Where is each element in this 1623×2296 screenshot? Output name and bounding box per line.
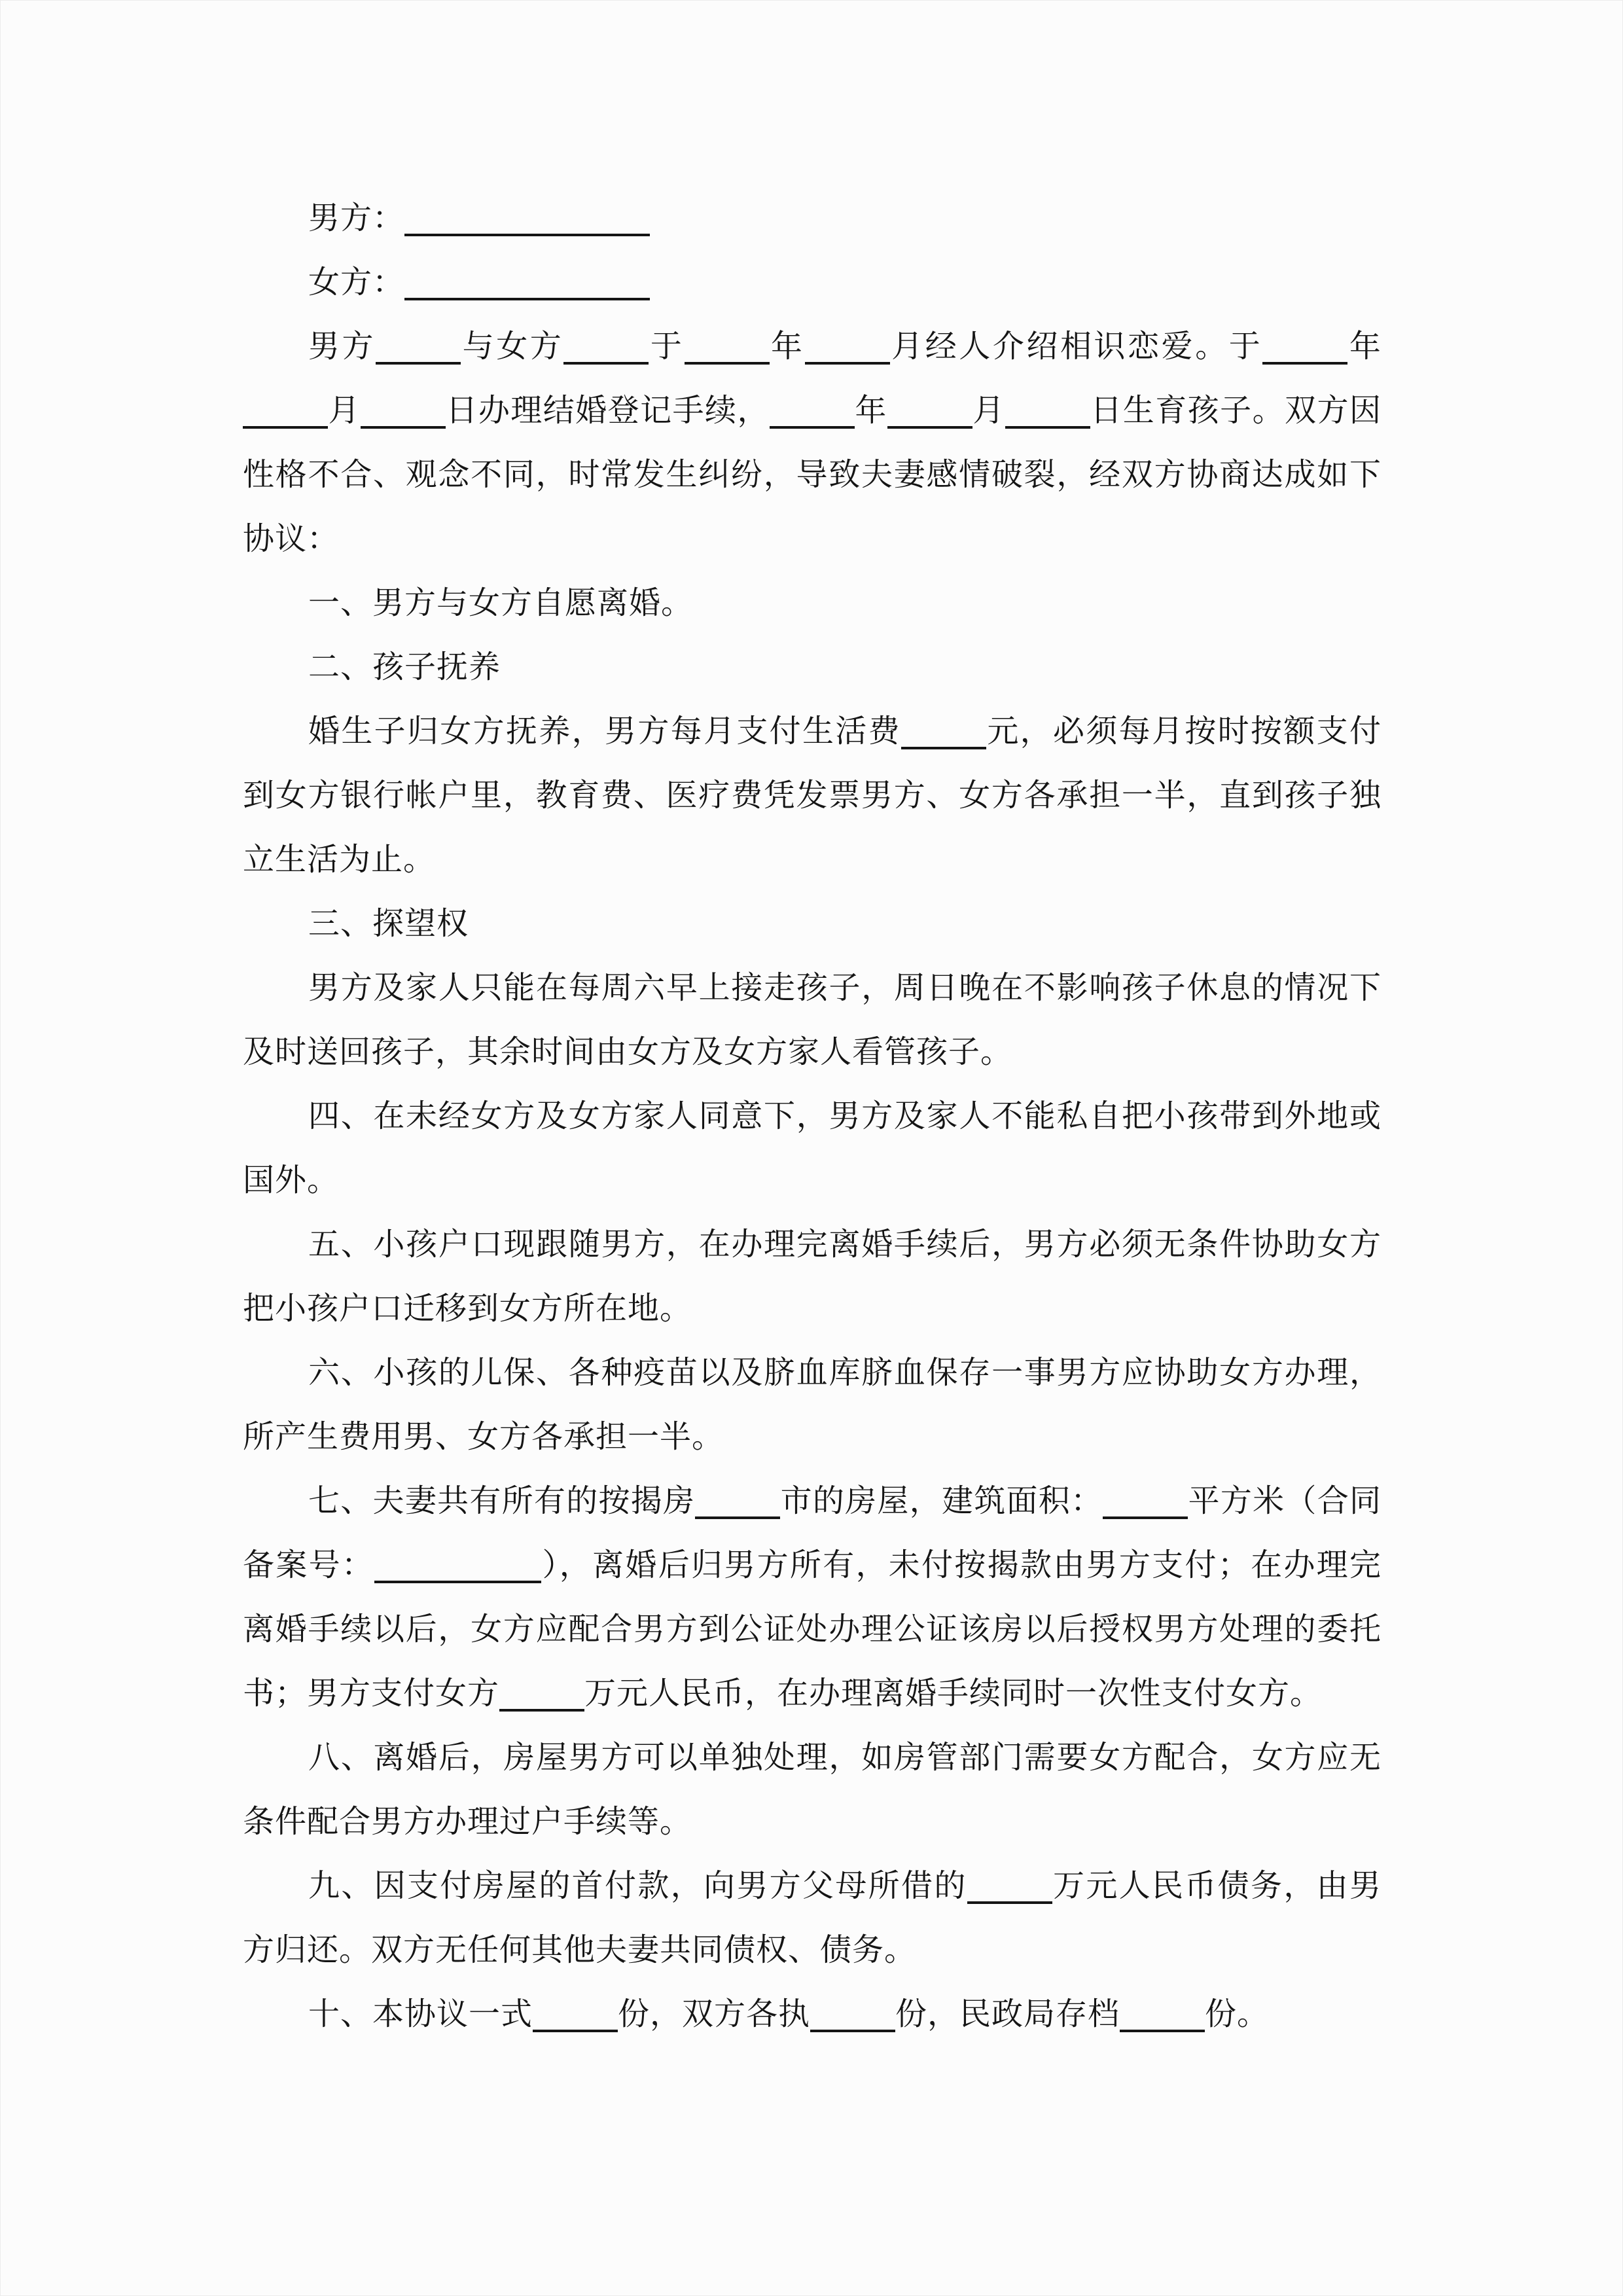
text-line <box>243 443 1382 507</box>
blank-underline-field <box>374 1580 541 1583</box>
text-run: 国外。 <box>243 1163 340 1198</box>
text-run: 万元人民币债务，由男 <box>1052 1869 1382 1903</box>
text-run: 离婚手续以后，女方应配合男方到公证处办理公证该房以后授权男方处理的委托 <box>243 1612 1382 1647</box>
blank-underline-field <box>887 425 972 429</box>
text-line <box>243 1726 1382 1790</box>
blank-underline-field <box>1103 1516 1188 1519</box>
text-line <box>243 1662 1382 1726</box>
text-run: 与女方 <box>461 329 564 364</box>
text-run: 性格不合、观念不同，时常发生纠纷，导致夫妻感情破裂，经双方协商达成如下 <box>243 457 1382 492</box>
text-run: 所产生费用男、女方各承担一半。 <box>243 1420 724 1454</box>
text-run: 月经人介绍相识恋爱。于 <box>889 329 1263 364</box>
text-run: 十、本协议一式 <box>308 1997 533 2032</box>
text-line <box>243 1534 1382 1598</box>
text-line <box>243 636 1382 700</box>
text-run: 六、小孩的儿保、各种疫苗以及脐血库脐血保存一事男方应协助女方办理， <box>308 1355 1382 1390</box>
text-line <box>243 700 1382 764</box>
blank-underline-field <box>1120 2029 1205 2032</box>
text-line <box>243 1341 1382 1405</box>
blank-underline-field <box>901 746 986 749</box>
text-line <box>243 507 1382 571</box>
text-run: 八、离婚后，房屋男方可以单独处理，如房管部门需要女方配合，女方应无 <box>308 1740 1382 1775</box>
text-line <box>243 1598 1382 1662</box>
text-line <box>243 1020 1382 1085</box>
text-run: 书；男方支付女方 <box>243 1676 500 1711</box>
blank-underline-field <box>805 361 890 365</box>
text-line <box>243 1213 1382 1277</box>
text-run: 三、探望权 <box>308 906 469 941</box>
text-line <box>243 1790 1382 1854</box>
text-line <box>243 828 1382 892</box>
text-run: 万元人民币，在办理离婚手续同时一次性支付女方。 <box>584 1676 1323 1711</box>
text-run: 条件配合男方办理过户手续等。 <box>243 1804 692 1839</box>
text-line <box>243 956 1382 1020</box>
text-run: 立生活为止。 <box>243 842 436 877</box>
text-run: 婚生子归女方抚养，男方每月支付生活费 <box>308 714 901 749</box>
text-run: 方归还。双方无任何其他夫妻共同债权、债务。 <box>243 1933 917 1967</box>
blank-underline-field <box>404 233 650 236</box>
blank-underline-field <box>810 2029 895 2032</box>
text-line <box>243 1277 1382 1341</box>
text-run: 年 <box>854 393 887 428</box>
text-line <box>243 251 1382 315</box>
text-run: 九、因支付房屋的首付款，向男方父母所借的 <box>308 1869 967 1903</box>
text-run: 七、夫妻共有所有的按揭房 <box>308 1484 696 1518</box>
blank-underline-field <box>533 2029 618 2032</box>
text-run: 及时送回孩子，其余时间由女方及女方家人看管孩子。 <box>243 1035 1013 1069</box>
text-line <box>243 315 1382 379</box>
text-run: 男方 <box>308 329 376 364</box>
blank-underline-field <box>499 1708 584 1712</box>
text-run: 元，必须每月按时按额支付 <box>986 714 1382 749</box>
text-line <box>243 1982 1382 2047</box>
text-run: 到女方银行帐户里，教育费、医疗费凭发票男方、女方各承担一半，直到孩子独 <box>243 778 1382 813</box>
blank-underline-field <box>685 361 770 365</box>
text-line <box>243 1469 1382 1534</box>
text-line <box>243 1918 1382 1982</box>
text-run: 女方： <box>308 265 405 300</box>
text-run: 于 <box>649 329 685 364</box>
text-run: 男方及家人只能在每周六早上接走孩子，周日晚在不影响孩子休息的情况下 <box>308 971 1382 1005</box>
text-line <box>243 187 1382 251</box>
text-run: 男方： <box>308 201 405 236</box>
text-line <box>243 1149 1382 1213</box>
blank-underline-field <box>770 425 855 429</box>
text-run: 把小孩户口迁移到女方所在地。 <box>243 1291 692 1326</box>
text-line <box>243 1085 1382 1149</box>
text-line <box>243 571 1382 636</box>
text-run: 市的房屋，建筑面积： <box>780 1484 1103 1518</box>
text-run: 月 <box>328 393 361 428</box>
blank-underline-field <box>404 297 650 300</box>
text-run: 平方米（合同 <box>1188 1484 1382 1518</box>
blank-underline-field <box>967 1901 1052 1904</box>
text-run: 四、在未经女方及女方家人同意下，男方及家人不能私自把小孩带到外地或 <box>308 1099 1382 1134</box>
text-run: 二、孩子抚养 <box>308 650 501 685</box>
text-run: 一、男方与女方自愿离婚。 <box>308 586 694 620</box>
blank-underline-field <box>563 361 649 365</box>
text-run: 五、小孩户口现跟随男方，在办理完离婚手续后，男方必须无条件协助女方 <box>308 1227 1382 1262</box>
blank-underline-field <box>243 425 328 429</box>
blank-underline-field <box>695 1516 780 1519</box>
text-line <box>243 892 1382 956</box>
text-run: 年 <box>1347 329 1382 364</box>
blank-underline-field <box>361 425 446 429</box>
text-run: 日生育孩子。双方因 <box>1090 393 1382 428</box>
text-run: 备案号： <box>243 1548 375 1583</box>
document-body <box>243 187 1382 2047</box>
text-run: 份，民政局存档 <box>895 1997 1120 2032</box>
text-line <box>243 379 1382 443</box>
blank-underline-field <box>1262 361 1347 365</box>
blank-underline-field <box>376 361 461 365</box>
text-run: 协议： <box>243 522 340 556</box>
text-run: 月 <box>972 393 1005 428</box>
text-run: 份，双方各执 <box>618 1997 811 2032</box>
text-run: 年 <box>769 329 805 364</box>
text-line <box>243 1854 1382 1918</box>
blank-underline-field <box>1005 425 1090 429</box>
text-run: ），离婚后归男方所有，未付按揭款由男方支付；在办理完 <box>541 1548 1382 1583</box>
text-line <box>243 1405 1382 1469</box>
text-run: 份。 <box>1205 1997 1270 2032</box>
text-run: 日办理结婚登记手续， <box>445 393 770 428</box>
text-line <box>243 764 1382 828</box>
